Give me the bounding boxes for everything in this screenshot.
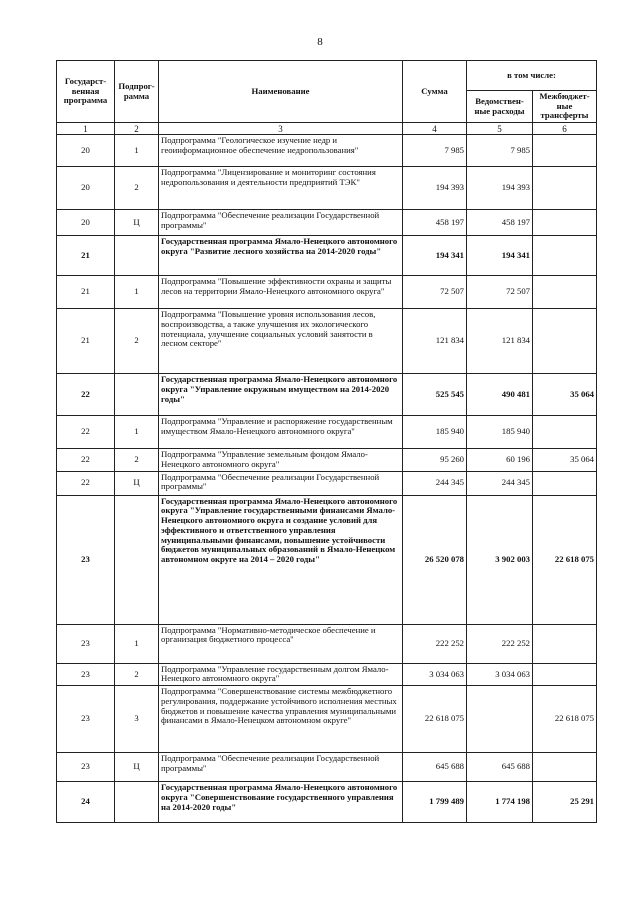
program-number-cell: 21 (57, 309, 115, 374)
program-number-cell: 23 (57, 663, 115, 685)
name-cell: Государственная программа Ямало-Ненецкого автономного округа "Развитие лесного хозяйства на 2014-2020 годы" (159, 236, 403, 276)
name-cell: Подпрограмма "Нормативно-методическое обеспечение и организация бюджетного процесса" (159, 624, 403, 663)
page-number: 8 (317, 36, 323, 48)
program-number-cell: 21 (57, 236, 115, 276)
column-number: 6 (533, 123, 597, 135)
sum-cell: 22 618 075 (403, 686, 467, 753)
name-cell: Государственная программа Ямало-Ненецкого автономного округа "Управление окружным имуществом на 2014-2020 годы" (159, 374, 403, 416)
sum-cell: 194 341 (403, 236, 467, 276)
departmental-cell: 1 774 198 (467, 782, 533, 823)
departmental-cell: 194 393 (467, 167, 533, 210)
subprogram-cell (115, 782, 159, 823)
header-including: в том числе: (467, 61, 597, 91)
subprogram-cell: 1 (115, 276, 159, 309)
departmental-cell: 194 341 (467, 236, 533, 276)
header-program: Государст-венная программа (57, 61, 115, 123)
departmental-cell (467, 686, 533, 753)
transfer-cell (533, 309, 597, 374)
program-number-cell: 24 (57, 782, 115, 823)
subprogram-cell: 3 (115, 686, 159, 753)
transfer-cell: 22 618 075 (533, 686, 597, 753)
program-number-cell: 23 (57, 624, 115, 663)
table-row (57, 416, 597, 449)
departmental-cell: 3 902 003 (467, 495, 533, 624)
program-number-cell: 20 (57, 167, 115, 210)
name-cell: Подпрограмма "Совершенствование системы межбюджетного регулирования, поддержание устойчивого исполнения местных бюджетов и повышение качества управления муниципальными финансами в Ямало-Ненецком автономном округе" (159, 686, 403, 753)
name-cell: Подпрограмма "Геологическое изучение недр и геоинформационное обеспечение недропользования" (159, 135, 403, 167)
departmental-cell: 3 034 063 (467, 663, 533, 685)
transfer-cell (533, 236, 597, 276)
subprogram-cell: 2 (115, 663, 159, 685)
sum-cell: 645 688 (403, 753, 467, 782)
transfer-cell (533, 276, 597, 309)
table-row (57, 276, 597, 309)
transfer-cell: 35 064 (533, 374, 597, 416)
name-cell: Подпрограмма "Обеспечение реализации Государственной программы" (159, 471, 403, 495)
sum-cell: 121 834 (403, 309, 467, 374)
column-numbers-row (57, 123, 597, 135)
header-departmental: Ведомствен-ные расходы (467, 91, 533, 123)
name-cell: Подпрограмма "Повышение эффективности охраны и защиты лесов на территории Ямало-Ненецкого автономного округа" (159, 276, 403, 309)
table-row (57, 210, 597, 236)
header-subprogram: Подпрог-рамма (115, 61, 159, 123)
subprogram-cell: 1 (115, 135, 159, 167)
program-number-cell: 23 (57, 495, 115, 624)
table-row (57, 686, 597, 753)
departmental-cell: 185 940 (467, 416, 533, 449)
header-sum: Сумма (403, 61, 467, 123)
column-number: 4 (403, 123, 467, 135)
departmental-cell: 490 481 (467, 374, 533, 416)
program-number-cell: 22 (57, 416, 115, 449)
column-number: 1 (57, 123, 115, 135)
transfer-cell: 35 064 (533, 449, 597, 471)
transfer-cell: 22 618 075 (533, 495, 597, 624)
column-number: 2 (115, 123, 159, 135)
program-number-cell: 22 (57, 471, 115, 495)
table-row (57, 374, 597, 416)
sum-cell: 1 799 489 (403, 782, 467, 823)
name-cell: Подпрограмма "Повышение уровня использования лесов, воспроизводства, а также улучшения их экологического потенциала, улучшение социальных условий занятости в лесном секторе" (159, 309, 403, 374)
program-number-cell: 23 (57, 753, 115, 782)
departmental-cell: 244 345 (467, 471, 533, 495)
departmental-cell: 60 196 (467, 449, 533, 471)
table-row (57, 236, 597, 276)
transfer-cell (533, 663, 597, 685)
table-row (57, 309, 597, 374)
departmental-cell: 72 507 (467, 276, 533, 309)
transfer-cell (533, 753, 597, 782)
subprogram-cell (115, 236, 159, 276)
sum-cell: 525 545 (403, 374, 467, 416)
sum-cell: 7 985 (403, 135, 467, 167)
subprogram-cell: 1 (115, 624, 159, 663)
subprogram-cell: Ц (115, 753, 159, 782)
departmental-cell: 121 834 (467, 309, 533, 374)
program-number-cell: 20 (57, 135, 115, 167)
column-number: 5 (467, 123, 533, 135)
transfer-cell (533, 416, 597, 449)
sum-cell: 458 197 (403, 210, 467, 236)
sum-cell: 222 252 (403, 624, 467, 663)
subprogram-cell: 2 (115, 449, 159, 471)
name-cell: Подпрограмма "Обеспечение реализации Государственной программы" (159, 210, 403, 236)
name-cell: Подпрограмма "Обеспечение реализации Государственной программы" (159, 753, 403, 782)
header-transfers: Межбюджет-ные трансферты (533, 91, 597, 123)
subprogram-cell: 2 (115, 167, 159, 210)
transfer-cell (533, 624, 597, 663)
sum-cell: 194 393 (403, 167, 467, 210)
table-row (57, 624, 597, 663)
table-row (57, 167, 597, 210)
name-cell: Государственная программа Ямало-Ненецкого автономного округа "Совершенствование государственного управления на 2014-2020 годы" (159, 782, 403, 823)
program-number-cell: 22 (57, 449, 115, 471)
transfer-cell (533, 210, 597, 236)
transfer-cell (533, 135, 597, 167)
table-row (57, 753, 597, 782)
table-row (57, 495, 597, 624)
program-number-cell: 23 (57, 686, 115, 753)
budget-table (56, 60, 597, 823)
table-row (57, 663, 597, 685)
table-body (57, 135, 597, 823)
name-cell: Подпрограмма "Управление земельным фондом Ямало-Ненецкого автономного округа" (159, 449, 403, 471)
table-row (57, 135, 597, 167)
subprogram-cell (115, 495, 159, 624)
sum-cell: 72 507 (403, 276, 467, 309)
program-number-cell: 22 (57, 374, 115, 416)
subprogram-cell: 1 (115, 416, 159, 449)
departmental-cell: 645 688 (467, 753, 533, 782)
sum-cell: 3 034 063 (403, 663, 467, 685)
transfer-cell (533, 471, 597, 495)
subprogram-cell: 2 (115, 309, 159, 374)
table-row (57, 449, 597, 471)
sum-cell: 185 940 (403, 416, 467, 449)
departmental-cell: 458 197 (467, 210, 533, 236)
sum-cell: 244 345 (403, 471, 467, 495)
departmental-cell: 7 985 (467, 135, 533, 167)
subprogram-cell (115, 374, 159, 416)
departmental-cell: 222 252 (467, 624, 533, 663)
column-number: 3 (159, 123, 403, 135)
transfer-cell (533, 167, 597, 210)
table-row (57, 782, 597, 823)
header-name: Наименование (159, 61, 403, 123)
program-number-cell: 20 (57, 210, 115, 236)
sum-cell: 95 260 (403, 449, 467, 471)
name-cell: Подпрограмма "Управление государственным долгом Ямало-Ненецкого автономного округа" (159, 663, 403, 685)
table-row (57, 471, 597, 495)
name-cell: Подпрограмма "Лицензирование и мониторинг состояния недропользования и деятельности предприятий ТЭК" (159, 167, 403, 210)
name-cell: Государственная программа Ямало-Ненецкого автономного округа "Управление государственными финансами Ямало-Ненецкого автономного округа и создание условий для эффективного и ответственного управления муниципальными финансами, повышение устойчивости бюджетов муниципальных образований в Ямало-Ненецком автономном округе на 2014 – 2020 годы" (159, 495, 403, 624)
subprogram-cell: Ц (115, 210, 159, 236)
name-cell: Подпрограмма "Управление и распоряжение государственным имуществом Ямало-Ненецкого автономного округа" (159, 416, 403, 449)
program-number-cell: 21 (57, 276, 115, 309)
sum-cell: 26 520 078 (403, 495, 467, 624)
subprogram-cell: Ц (115, 471, 159, 495)
transfer-cell: 25 291 (533, 782, 597, 823)
